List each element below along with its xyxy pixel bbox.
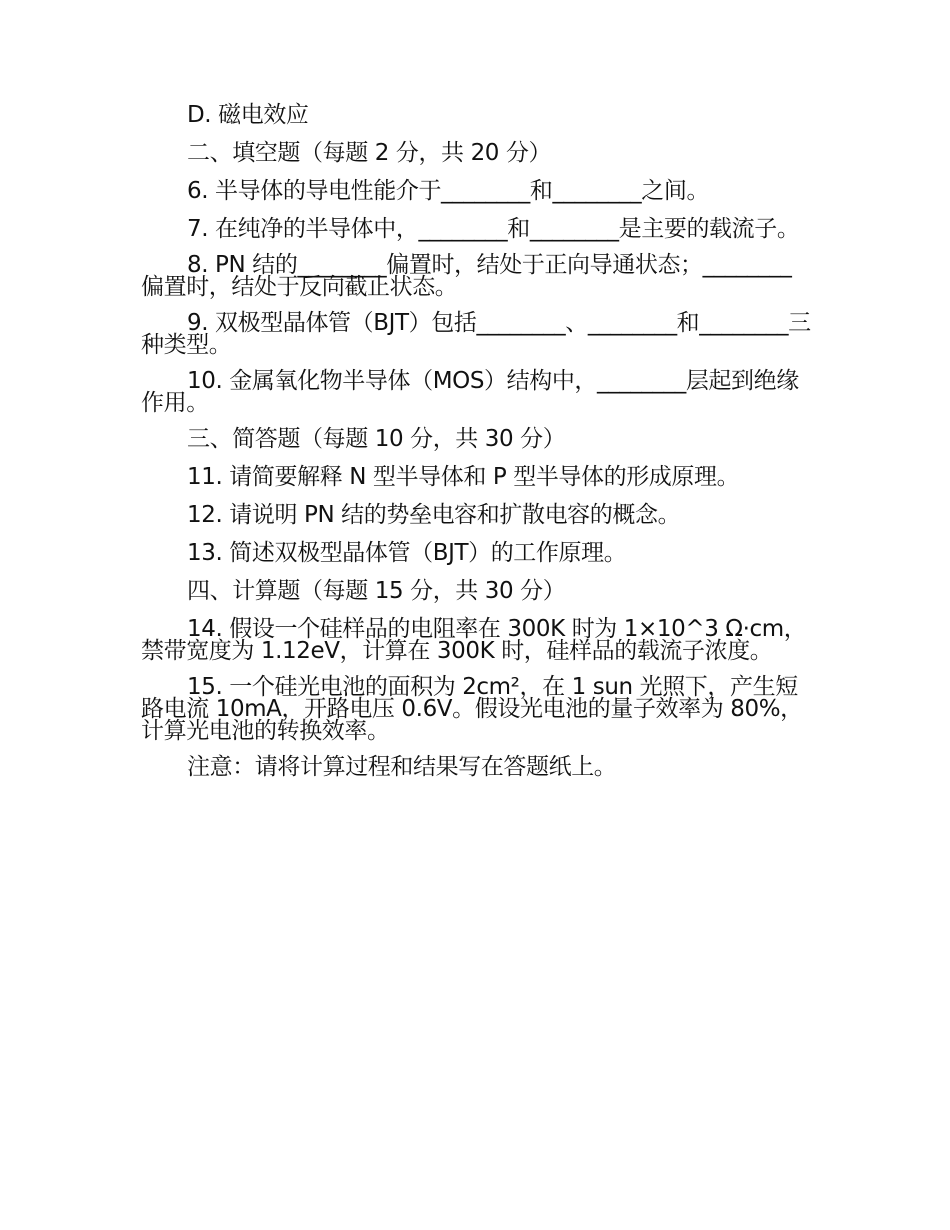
question-7: 7. 在纯净的半导体中，________和________是主要的载流子。 xyxy=(187,216,800,242)
question-15: 15. 一个硅光电池的面积为 2cm²，在 1 sun 光照下，产生短路电流 10mA，开路电压 0.6V。假设光电池的量子效率为 80%，计算光电池的转换效率。 xyxy=(141,674,803,744)
question-12: 12. 请说明 PN 结的势垒电容和扩散电容的概念。 xyxy=(187,502,681,528)
document-body xyxy=(141,104,811,794)
section-heading-calculation: 四、计算题（每题 15 分，共 30 分） xyxy=(187,578,566,604)
question-11: 11. 请简要解释 N 型半导体和 P 型半导体的形成原理。 xyxy=(187,464,740,490)
question-6: 6. 半导体的导电性能介于________和________之间。 xyxy=(187,178,710,204)
question-10: 10. 金属氧化物半导体（MOS）结构中，________层起到绝缘作用。 xyxy=(141,368,799,416)
section-heading-fill-in: 二、填空题（每题 2 分，共 20 分） xyxy=(187,140,552,166)
option-d-line: D. 磁电效应 xyxy=(187,102,309,128)
question-13: 13. 简述双极型晶体管（BJT）的工作原理。 xyxy=(187,540,627,566)
section-heading-short-answer: 三、简答题（每题 10 分，共 30 分） xyxy=(187,426,566,452)
question-14: 14. 假设一个硅样品的电阻率在 300K 时为 1×10^3 Ω·cm，禁带宽度为 1.12eV，计算在 300K 时，硅样品的载流子浓度。 xyxy=(141,616,807,664)
question-8: 8. PN 结的________偏置时，结处于正向导通状态；________偏置时，结处于反向截止状态。 xyxy=(141,252,792,300)
question-9: 9. 双极型晶体管（BJT）包括________、________和________三种类型。 xyxy=(141,310,811,358)
note-line: 注意：请将计算过程和结果写在答题纸上。 xyxy=(187,754,617,780)
